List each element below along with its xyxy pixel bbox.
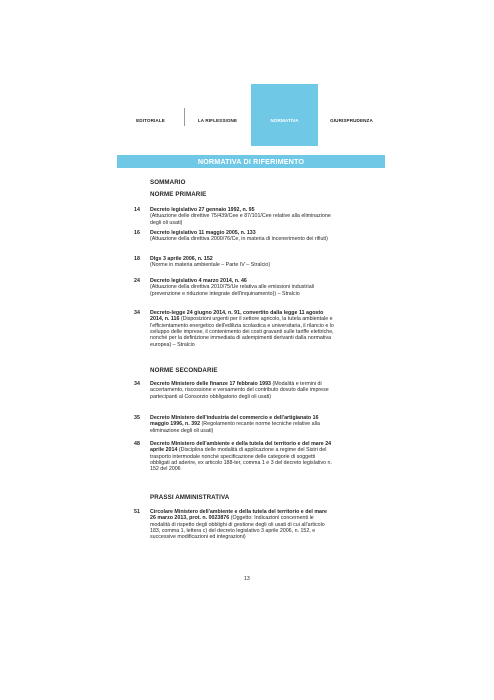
- entry-page: 51: [134, 509, 140, 515]
- entry-page: 34: [134, 310, 140, 316]
- entry-title: Decreto Ministero dell'ambiente e della tutela del territorio e del mare 24 aprile 2014: [150, 441, 332, 454]
- entry-page: 24: [134, 278, 140, 284]
- section-nav: [117, 84, 385, 146]
- entry-text: (Regolamento recante norme tecniche relative alla eliminazione degli oli usati): [150, 421, 320, 434]
- entry-title: Dlgs 3 aprile 2006, n. 152: [150, 256, 213, 262]
- entry-title: Decreto Ministero delle finanze 17 febbraio 1993: [150, 381, 271, 387]
- entry-page: 14: [134, 207, 140, 213]
- entry-text: (Norme in materia ambientale – Parte IV – Stralcio): [150, 262, 271, 269]
- entry-page: 18: [134, 256, 140, 262]
- sommario-heading: SOMMARIO: [150, 179, 186, 186]
- entry-title: Decreto-legge 24 giugno 2014, n. 91, convertito dalla legge 11 agosto 2014, n. 116: [150, 310, 324, 323]
- list-item: [134, 207, 334, 226]
- entry-page: 35: [134, 415, 140, 421]
- entry-page: 16: [134, 230, 140, 236]
- prassi-heading: PRASSI AMMINISTRATIVA: [150, 494, 230, 501]
- list-item: [134, 415, 334, 434]
- entry-title: Decreto legislativo 27 gennaio 1992, n. 95: [150, 207, 255, 213]
- section-title-band: NORMATIVA DI RIFERIMENTO: [117, 155, 385, 168]
- entry-text: (Oggetto: Indicazioni concernenti le modalità di rispetto degli obblighi di gestione degli oli usati di cui all'articolo 183, comma 1, lettera c) del decreto legislativo 3 aprile 2006, n. 152, e successive modificazioni ed integrazioni): [150, 515, 325, 541]
- page-number: 13: [244, 576, 250, 582]
- list-item: [134, 278, 334, 297]
- entry-title: Decreto legislativo 11 maggio 2005, n. 133: [150, 230, 256, 236]
- list-item: [134, 230, 334, 243]
- entry-page: 48: [134, 441, 140, 447]
- tab-editoriale[interactable]: EDITORIALE: [136, 118, 165, 123]
- entry-title: Decreto legislativo 4 marzo 2014, n. 46: [150, 278, 247, 284]
- tab-normativa[interactable]: NORMATIVA: [251, 84, 318, 146]
- entry-text: (Modalità e termini di accertamento, riscossione e versamento del contributo dovuto dalle imprese partecipanti al Consorzio obbligatorio degli oli usati): [150, 381, 329, 400]
- list-item: [134, 256, 334, 269]
- entry-title: Circolare Ministero dell'ambiente e della tutela del territorio e del mare 26 marzo 2013, prot. n. 0023876: [150, 509, 327, 522]
- list-item: [134, 441, 334, 473]
- entry-text: (Attuazione delle direttive 75/439/Cee e 87/101/Cee relative alla eliminazione degli oli usati): [150, 213, 331, 226]
- norme-primarie-heading: NORME PRIMARIE: [150, 191, 207, 198]
- entry-page: 34: [134, 381, 140, 387]
- tab-la-riflessione[interactable]: LA RIFLESSIONE: [197, 118, 238, 123]
- tab-giurisprudenza[interactable]: GIURISPRUDENZA: [330, 118, 373, 123]
- list-item: [134, 381, 334, 400]
- entry-text: (Attuazione della direttiva 2000/76/Ce, in materia di incenerimento dei rifiuti): [150, 236, 328, 243]
- entry-title: Decreto Ministero dell'industria del commercio e dell'artigianato 16 maggio 1996, n. 392: [150, 415, 319, 428]
- list-item: [134, 310, 334, 348]
- entry-text: (Attuazione della direttiva 2010/75/Ue relativa alle emissioni industriali (prevenzione e riduzione integrate dell'inquinamento)) – Stralcio: [150, 284, 314, 297]
- list-item: [134, 509, 334, 541]
- entry-text: (Disposizioni urgenti per il settore agricolo, la tutela ambientale e l'efficientamento energetico dell'edilizia scolastica e universitaria, il rilancio e lo sviluppo delle imprese, il contenimento dei costi gravanti sulle tariffe elettriche, nonché per la definizione immediata di adempimenti derivanti dalla normativa europea) – Stralcio: [150, 316, 334, 348]
- entry-text: (Disciplina delle modalità di applicazione a regime del Sistri del trasporto intermodale nonché specificazione delle categorie di soggetti obbligati ad aderire, ex articolo 188-ter, comma 1 e 3 del decreto legislativo n. 152 del 2006: [150, 447, 332, 473]
- norme-secondarie-heading: NORME SECONDARIE: [150, 367, 218, 374]
